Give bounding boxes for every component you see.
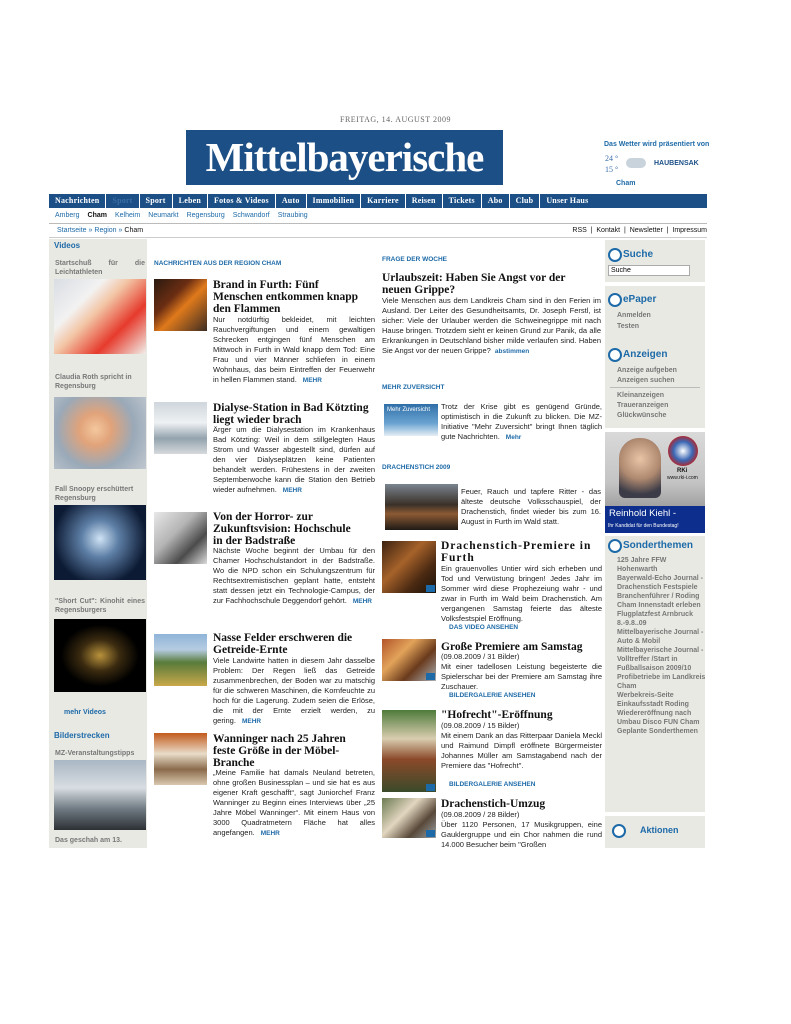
drachenstich-image[interactable] [385, 484, 458, 530]
aktionen-heading[interactable]: Aktionen [640, 825, 679, 835]
media-meta: (09.08.2009 / 28 Bilder) [441, 810, 520, 819]
gallery-icon [426, 784, 435, 791]
region-subnav [55, 212, 308, 219]
gallery-thumbnail[interactable] [54, 760, 146, 830]
section-heading: MEHR ZUVERSICHT [382, 384, 445, 391]
weather-widget[interactable] [604, 152, 708, 192]
list-item[interactable]: Werbekreis-Seite Einkaufsstadt Roding [617, 692, 689, 708]
section-heading: NACHRICHTEN AUS DER REGION CHAM [154, 260, 282, 267]
subnav-amberg[interactable]: Amberg [55, 212, 80, 219]
video-caption[interactable]: "Short Cut": Kinohit eines Regensburgers [55, 598, 145, 614]
sonderthemen-heading[interactable]: Sonderthemen [623, 540, 694, 551]
ad-emblem [668, 436, 698, 466]
media-title[interactable]: Große Premiere am Samstag [441, 641, 583, 653]
video-thumbnail[interactable] [54, 279, 146, 354]
article-text: Ärger um die Dialysestation im Krankenhaus Bad Kötzting: Weil in dem stillgelegten Haus Strom und Wasser abgestellt sind, dürfen auf den vier Dialyseplätzen keine Patienten behandelt werden. Frühestens in der zweiten Septemberwoche kann die Station den Betrieb wieder aufnehmen. [213, 425, 375, 494]
breadcrumb-current: Cham [124, 227, 144, 234]
sonderthemen-list [617, 556, 707, 736]
article-thumbnail[interactable] [154, 634, 207, 686]
media-meta: (09.08.2009 / 31 Bilder) [441, 652, 520, 661]
gallery-link[interactable]: BILDERGALERIE ANSEHEN [449, 692, 536, 699]
article-more-link[interactable]: MEHR [241, 718, 262, 725]
nav-sport-hidden[interactable]: Sport [106, 194, 139, 208]
zuversicht-logo-text: Mehr Zuversicht [387, 407, 431, 413]
ad-candidate-photo [619, 438, 661, 498]
article-thumbnail[interactable] [154, 733, 207, 785]
search-input[interactable] [608, 265, 690, 276]
subnav-cham[interactable]: Cham [87, 212, 107, 219]
anzeigen-heading[interactable]: Anzeigen [623, 349, 668, 360]
subnav-schwandorf[interactable]: Schwandorf [232, 212, 270, 219]
videos-heading[interactable]: Videos [54, 241, 81, 250]
zuversicht-text: Trotz der Krise gibt es genügend Gründe, optimistisch in die Zukunft zu blicken. Die MZ-Initiative "Mehr Zuversicht" bringt Ihnen täglich gute Nachrichten. [441, 402, 602, 441]
article-teaser [213, 315, 375, 386]
gallery-link[interactable]: BILDERGALERIE ANSEHEN [449, 781, 536, 788]
drachenstich-teaser: Feuer, Rauch und tapfere Ritter - das älteste deutsche Volksschauspiel, der Drachenstich, findet wieder bis zum 16. August in Furth im Wald statt. [461, 487, 601, 526]
main-nav [49, 194, 707, 208]
zuversicht-teaser [441, 402, 602, 443]
utility-links[interactable]: RSS | Kontakt | Newsletter | Impressum [572, 227, 707, 234]
list-item[interactable]: Profibetriebe im Landkreis Cham [617, 674, 706, 690]
article-more-link[interactable]: MEHR [352, 598, 372, 605]
search-heading: Suche [623, 249, 654, 260]
article-text: „Meine Familie hat damals Neuland betreten, ohne großen Businessplan – und sie hat es aus eigener Kraft geschafft“, sagt Juniorchef Franz Wanninger zu Beginn eines Interviews über „25 Jahre Möbel Wanninger“. Mit einem Haus von 3000 Quadratmetern Fläche hat alles angefangen. [213, 768, 375, 837]
article-teaser [213, 425, 375, 496]
epaper-login-link[interactable]: Anmelden [617, 312, 651, 319]
list-item[interactable]: Mittelbayerische Journal - Volltreffer /Start in Fußballsaison 2009/10 [617, 647, 704, 672]
list-item[interactable]: Flugplatzfest Arnbruck 8.-9.8..09 [617, 611, 693, 627]
list-item[interactable]: Geplante Sonderthemen [617, 728, 698, 735]
media-title[interactable]: Drachenstich-Premiere in Furth [441, 540, 592, 564]
nav-unser-haus[interactable]: Unser Haus [546, 196, 589, 205]
epaper-heading[interactable]: ePaper [623, 294, 657, 305]
article-title[interactable]: Wanninger nach 25 Jahren feste Größe in der Möbel-Branche [213, 733, 346, 769]
media-thumbnail[interactable] [382, 710, 436, 792]
article-title[interactable]: Brand in Furth: Fünf Menschen entkommen knapp den Flammen [213, 279, 359, 315]
article-title[interactable]: Dialyse-Station in Bad Kötzting liegt wieder brach [213, 402, 369, 426]
video-thumbnail[interactable] [54, 619, 146, 692]
nav-fotos-videos[interactable]: Fotos & Videos [208, 194, 276, 208]
article-text: Nur notdürftig bekleidet, mit leichten Rauchvergiftungen und einem gewaltigen Schrecken entgingen fünf Menschen am Mittwoch in Furth in Wald knapp dem Tod: Eine Frau und vier Männer schliefen in einem Wohnhaus, das beim Eintreffen der Feuerwehr in hellen Flammen stand. [213, 315, 375, 384]
ad-tagline: Ihr Kandidat für den Bundestag! [608, 523, 679, 529]
article-text: Viele Landwirte hatten in diesem Jahr dasselbe Problem: Der Regen ließ das Getreide zusammenbrechen, der Boden war zu matschig für die schweren Maschinen, die Kornfeuchte zu hoch für die Lagerung. Zudem seien die Erlöse, die mit der Ernte erzielt werden, zu gering. [213, 656, 375, 725]
subnav-kelheim[interactable]: Kelheim [114, 212, 141, 219]
section-heading: DRACHENSTICH 2009 [382, 464, 451, 471]
media-teaser: Ein grauenvolles Untier wird sich erheben und Tod und Verwüstung bringen! Jedes Jahr im Sommer wird diese Prophezeiung wahr - und zwar in Furth im Wald beim Drachenstich. Am vergangenen Samstag feierte das älteste Volksfestspiel Eröffnung. [441, 564, 602, 623]
media-teaser: Mit einer tadellosen Leistung begeisterte die Spielerschar bei der Premiere am Samstag ihre Zuschauer. [441, 662, 602, 691]
site-logo[interactable]: Mittelbayerische [186, 130, 503, 185]
subnav-neumarkt[interactable]: Neumarkt [148, 212, 179, 219]
ad-name-bar [605, 506, 705, 533]
glueckwuensche-link[interactable]: Glückwünsche [617, 412, 667, 419]
breadcrumb-sep: » [88, 227, 93, 234]
traueranzeigen-link[interactable]: Traueranzeigen [617, 402, 669, 409]
nav-nachrichten[interactable]: Nachrichten [49, 194, 106, 208]
article-text: Nächste Woche beginnt der Umbau für den Chamer Hochschulstandort in der Badstraße. Wo die NPD schon ein Schulungszentrum für Rechtsextremistischen geplant hatte, entsteht statt dessen jetzt ein Technologie-Campus, der zur Fachhochschule Deggendorf gehört. [213, 546, 375, 605]
media-thumbnail[interactable] [382, 798, 436, 838]
ad-url: www.rki-i.com [667, 475, 698, 481]
list-item[interactable]: Cham Innenstadt erleben [617, 602, 701, 609]
poll-teaser [382, 296, 601, 357]
zuversicht-more-link[interactable]: Mehr [505, 434, 522, 441]
nav-auto[interactable]: Auto [276, 194, 307, 208]
advertisement[interactable] [605, 432, 705, 533]
ad-name: Reinhold Kiehl - [609, 508, 677, 519]
anzeigen-suchen-link[interactable]: Anzeigen suchen [617, 377, 675, 384]
search-icon[interactable] [608, 248, 622, 262]
article-thumbnail[interactable] [154, 402, 207, 454]
nav-tickets[interactable]: Tickets [443, 194, 482, 208]
media-title[interactable]: "Hofrecht"-Eröffnung [441, 709, 553, 721]
page-date: FREITAG, 14. AUGUST 2009 [340, 115, 451, 124]
temp-high: 24 ° [605, 154, 619, 163]
article-more-link[interactable]: MEHR [282, 487, 302, 494]
nav-leben[interactable]: Leben [173, 194, 208, 208]
video-caption[interactable]: Startschuß für die Leichtathleten [55, 260, 145, 276]
aktionen-icon[interactable] [612, 824, 626, 838]
breadcrumb-sep: » [118, 227, 123, 234]
nav-club[interactable]: Club [510, 194, 541, 208]
media-thumbnail[interactable] [382, 639, 436, 681]
more-videos-link[interactable]: mehr Videos [64, 709, 106, 716]
article-teaser [213, 546, 375, 607]
media-teaser: Mit einem Dank an das Ritterpaar Daniela Meckl und Raimund Dimpfl eröffnete Bürgermeister Johannes Müller am Samstagabend nach der Premiere das "Hofrecht". [441, 731, 602, 770]
weather-city: Cham [616, 180, 636, 187]
poll-title[interactable]: Urlaubszeit: Haben Sie Angst vor der neuen Grippe? [382, 272, 566, 296]
list-item[interactable]: 125 Jahre FFW Hohenwarth [617, 557, 667, 573]
gallery-icon [426, 830, 435, 837]
list-item[interactable]: Wiedereröffnung nach Umbau Disco FUN Cham [617, 710, 700, 726]
list-item[interactable]: Bayerwald-Echo Journal - Drachenstich Festspiele [617, 575, 703, 591]
left-sidebar [49, 239, 147, 848]
nav-sport[interactable]: Sport [140, 194, 173, 208]
breadcrumb-region[interactable]: Region [94, 227, 117, 234]
video-thumbnail[interactable] [54, 397, 146, 469]
video-caption[interactable]: Fall Snoopy erschüttert Regensburg [55, 486, 134, 502]
zuversicht-logo[interactable] [384, 404, 438, 436]
nav-immobilien[interactable]: Immobilien [307, 194, 362, 208]
video-thumbnail[interactable] [54, 505, 146, 580]
divider [49, 223, 707, 224]
gallery-icon [426, 673, 435, 680]
video-play-icon [426, 585, 435, 592]
article-teaser [213, 656, 375, 727]
divider [610, 387, 700, 388]
epaper-trial-link[interactable]: Testen [617, 323, 640, 330]
poll-text: Viele Menschen aus dem Landkreis Cham sind in den Ferien im Ausland. Der Leiter des Gesundheitsamts, Dr. Joseph Ferstl, ist sicher: Viele der Urlauber werden die Schweinegrippe mit nach Hause bringen. Trotzdem sieht er keinen Grund zur Panik, da alle Erkrankungen in Deutschland bisher milde verlaufen sind. Haben Sie Angst vor der neuen Grippe? [382, 296, 601, 355]
video-caption[interactable]: Claudia Roth spricht in Regensburg [55, 374, 132, 390]
divider [49, 237, 707, 238]
nav-karriere[interactable]: Karriere [361, 194, 406, 208]
nav-abo[interactable]: Abo [482, 194, 510, 208]
bilderstrecken-heading[interactable]: Bilderstrecken [54, 731, 110, 740]
sonderthemen-icon[interactable] [608, 539, 622, 553]
article-thumbnail[interactable] [154, 512, 207, 564]
breadcrumb [57, 227, 143, 234]
nav-reisen[interactable]: Reisen [406, 194, 443, 208]
article-more-link[interactable]: MEHR [302, 377, 322, 384]
gallery-caption[interactable]: Das geschah am 13. [55, 837, 122, 844]
epaper-icon[interactable] [608, 293, 622, 307]
list-item[interactable]: Mittelbayerische Journal - Auto & Mobil [617, 629, 704, 645]
article-more-link[interactable]: MEHR [260, 830, 280, 837]
subnav-straubing[interactable]: Straubing [277, 212, 308, 219]
kleinanzeigen-link[interactable]: Kleinanzeigen [617, 392, 665, 399]
article-title[interactable]: Von der Horror- zur Zukunftsvision: Hochschule in der Badstraße [213, 511, 351, 547]
media-title[interactable]: Drachenstich-Umzug [441, 798, 546, 810]
temp-low: 15 ° [605, 165, 619, 174]
article-teaser [213, 768, 375, 848]
anzeigen-icon[interactable] [608, 348, 622, 362]
section-heading: FRAGE DER WOCHE [382, 256, 447, 263]
gallery-caption[interactable]: MZ-Veranstaltungstipps [55, 750, 135, 757]
media-thumbnail[interactable] [382, 541, 436, 593]
article-thumbnail[interactable] [154, 279, 207, 331]
vote-link[interactable]: abstimmen [494, 348, 530, 355]
media-meta: (09.08.2009 / 15 Bilder) [441, 721, 520, 730]
breadcrumb-home[interactable]: Startseite [57, 227, 87, 234]
ad-logo-text: RKi [677, 468, 688, 474]
list-item[interactable]: Branchenführer / Roding [617, 593, 700, 600]
article-title[interactable]: Nasse Felder erschweren die Getreide-Ernte [213, 632, 353, 656]
video-link[interactable]: DAS VIDEO ANSEHEN [449, 624, 519, 631]
anzeige-aufgeben-link[interactable]: Anzeige aufgeben [617, 367, 677, 374]
cloud-icon [626, 158, 646, 168]
weather-sponsor-note: Das Wetter wird präsentiert von [604, 141, 710, 148]
subnav-regensburg[interactable]: Regensburg [186, 212, 225, 219]
weather-sponsor-logo: HAUBENSAK [654, 160, 699, 167]
media-teaser: Über 1120 Personen, 17 Musikgruppen, eine Gauklergruppe und ein Chor nahmen die rund 14.000 Besucher beim "Großen [441, 820, 602, 848]
